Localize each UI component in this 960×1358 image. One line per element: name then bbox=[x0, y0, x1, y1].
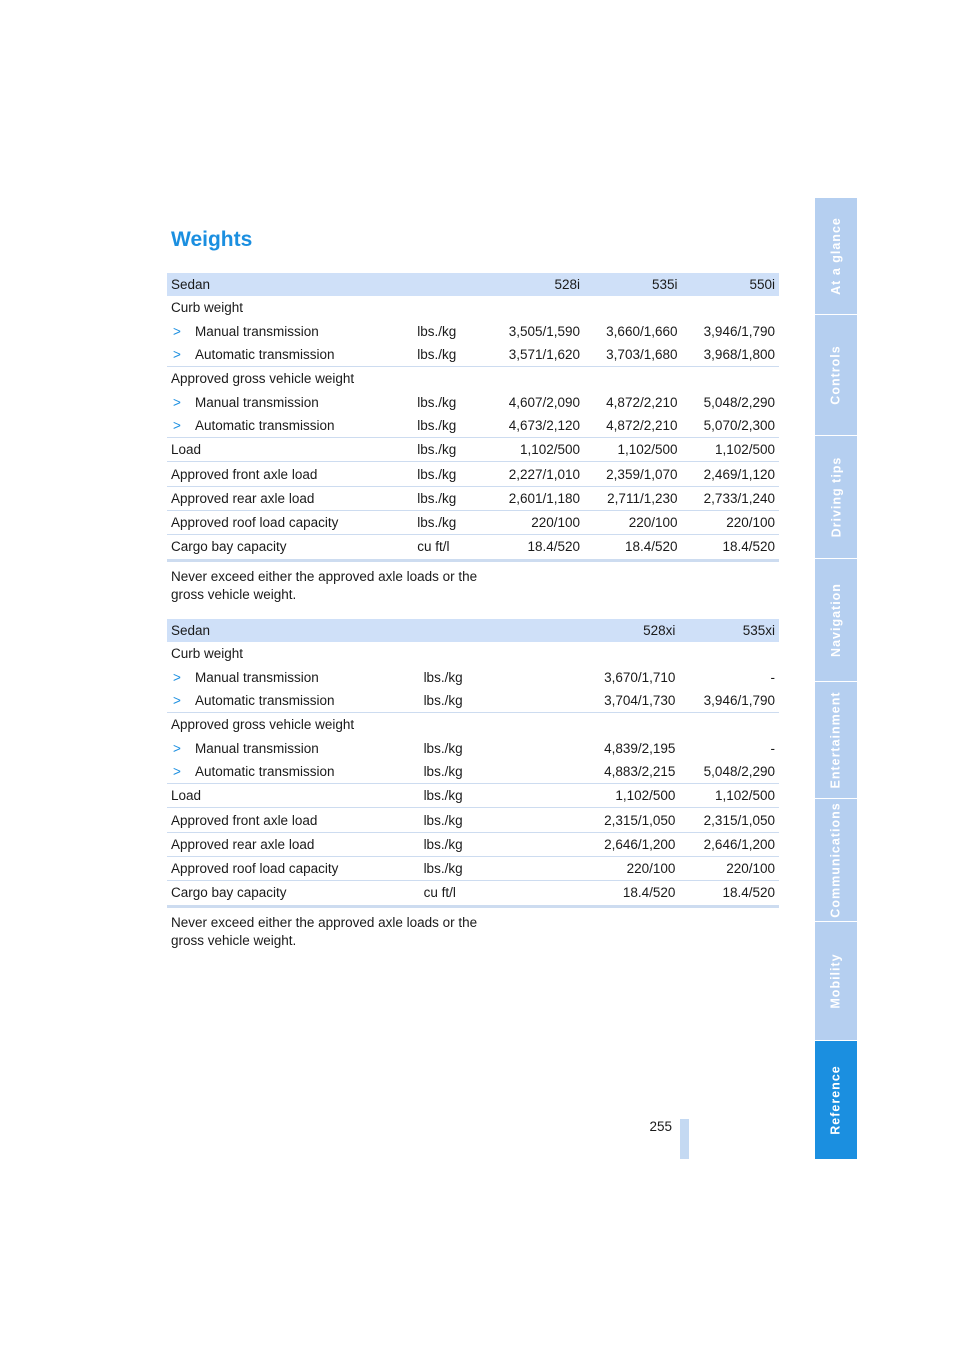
sidebar-tab-label: Controls bbox=[829, 345, 844, 405]
value-cell: 220/100 bbox=[584, 510, 681, 534]
value-cell: - bbox=[770, 669, 775, 685]
value-cell: 1,102/500 bbox=[679, 784, 779, 808]
unit-cell: lbs./kg bbox=[420, 760, 496, 784]
value-cell: 2,315/1,050 bbox=[679, 808, 779, 832]
sidebar-tab-label: Entertainment bbox=[829, 691, 844, 789]
value-cell: 4,607/2,090 bbox=[508, 394, 581, 410]
unit-cell bbox=[413, 296, 486, 319]
table-row bbox=[167, 808, 779, 832]
value-cell: 3,571/1,620 bbox=[487, 343, 584, 367]
table-row bbox=[167, 462, 779, 486]
value-cell: 2,469/1,120 bbox=[682, 462, 780, 486]
table-header-row bbox=[167, 619, 779, 642]
table-row bbox=[167, 760, 779, 784]
value-cell: 18.4/520 bbox=[487, 535, 584, 560]
sidebar-tab-reference[interactable] bbox=[815, 1041, 857, 1160]
value-cell: 220/100 bbox=[496, 856, 679, 880]
bullet-icon: > bbox=[173, 740, 181, 756]
value-cell: 1,102/500 bbox=[487, 438, 584, 462]
sidebar-tab-label: Communications bbox=[829, 802, 843, 918]
value-cell: 3,946/1,790 bbox=[679, 689, 779, 713]
table-row bbox=[167, 666, 779, 689]
sidebar-tab-label: Driving tips bbox=[829, 456, 844, 538]
page-number: 255 bbox=[649, 1119, 672, 1134]
header-cell: 535xi bbox=[679, 619, 779, 642]
value-cell: 18.4/520 bbox=[679, 881, 779, 906]
sidebar-tab-label: Reference bbox=[829, 1065, 844, 1135]
sidebar-tab-communications[interactable] bbox=[815, 799, 857, 922]
unit-cell: lbs./kg bbox=[413, 414, 486, 438]
row-label: Manual transmission bbox=[195, 323, 319, 339]
row-label: Manual transmission bbox=[195, 394, 319, 410]
table-row bbox=[167, 438, 779, 462]
unit-cell: cu ft/l bbox=[413, 535, 486, 560]
page-title: Weights bbox=[171, 228, 253, 251]
value-cell bbox=[682, 367, 780, 391]
row-label: Approved gross vehicle weight bbox=[171, 717, 355, 733]
row-label: Manual transmission bbox=[195, 740, 319, 756]
sidebar-tab-entertainment[interactable] bbox=[815, 682, 857, 799]
value-cell: 4,872/2,210 bbox=[584, 414, 681, 438]
sidebar-tab-driving-tips[interactable] bbox=[815, 436, 857, 559]
table-row bbox=[167, 856, 779, 880]
table-row bbox=[167, 736, 779, 759]
unit-cell bbox=[420, 713, 496, 737]
sidebar-tab-label: Navigation bbox=[829, 583, 843, 657]
value-cell bbox=[496, 713, 679, 737]
value-cell: 2,646/1,200 bbox=[679, 832, 779, 856]
table-row bbox=[167, 642, 779, 665]
table-row bbox=[167, 881, 779, 906]
header-cell: Sedan bbox=[167, 619, 420, 642]
table-row bbox=[167, 486, 779, 510]
value-cell: 5,048/2,290 bbox=[679, 760, 779, 784]
header-cell: Sedan bbox=[167, 273, 413, 296]
bullet-icon: > bbox=[173, 693, 181, 709]
value-cell: 18.4/520 bbox=[682, 535, 780, 560]
value-cell: 3,946/1,790 bbox=[703, 323, 775, 339]
row-label: Load bbox=[171, 788, 202, 804]
header-cell bbox=[413, 273, 486, 296]
unit-cell: lbs./kg bbox=[413, 510, 486, 534]
value-cell bbox=[679, 642, 779, 665]
value-cell: 220/100 bbox=[487, 510, 584, 534]
value-cell: 2,646/1,200 bbox=[496, 832, 679, 856]
value-cell: 1,102/500 bbox=[584, 438, 681, 462]
value-cell: 3,703/1,680 bbox=[584, 343, 681, 367]
bullet-icon: > bbox=[173, 417, 181, 433]
unit-cell bbox=[413, 367, 486, 391]
value-cell: 220/100 bbox=[679, 856, 779, 880]
row-label: Manual transmission bbox=[195, 669, 319, 685]
unit-cell: lbs./kg bbox=[423, 669, 463, 685]
table-row bbox=[167, 296, 779, 319]
value-cell: 5,048/2,290 bbox=[703, 394, 775, 410]
row-label: Curb weight bbox=[171, 300, 244, 316]
row-label: Automatic transmission bbox=[195, 347, 335, 363]
unit-cell: lbs./kg bbox=[413, 343, 486, 367]
value-cell: 2,315/1,050 bbox=[496, 808, 679, 832]
value-cell: 18.4/520 bbox=[496, 881, 679, 906]
bullet-icon: > bbox=[173, 347, 181, 363]
unit-cell: lbs./kg bbox=[420, 808, 496, 832]
unit-cell: lbs./kg bbox=[420, 689, 496, 713]
value-cell: 1,102/500 bbox=[682, 438, 780, 462]
sidebar-tab-mobility[interactable] bbox=[815, 922, 857, 1041]
unit-cell: lbs./kg bbox=[413, 486, 486, 510]
row-label: Automatic transmission bbox=[195, 693, 335, 709]
note-axle-loads-1: Never exceed either the approved axle loads or the gross vehicle weight. bbox=[171, 569, 478, 602]
value-cell: - bbox=[770, 740, 775, 756]
row-label: Approved roof load capacity bbox=[171, 861, 339, 877]
value-cell: 4,883/2,215 bbox=[496, 760, 679, 784]
header-cell: 535i bbox=[584, 273, 681, 296]
value-cell: 2,601/1,180 bbox=[487, 486, 584, 510]
value-cell bbox=[487, 367, 584, 391]
row-label: Automatic transmission bbox=[195, 763, 335, 779]
table-row bbox=[167, 832, 779, 856]
table-row bbox=[167, 689, 779, 713]
table-row bbox=[167, 713, 779, 737]
table-header-row bbox=[167, 273, 779, 296]
header-cell: 550i bbox=[682, 273, 780, 296]
bullet-icon: > bbox=[173, 763, 181, 779]
value-cell: 1,102/500 bbox=[496, 784, 679, 808]
value-cell: 4,839/2,195 bbox=[604, 740, 676, 756]
value-cell: 3,968/1,800 bbox=[682, 343, 780, 367]
unit-cell: lbs./kg bbox=[420, 832, 496, 856]
value-cell: 4,872/2,210 bbox=[606, 394, 678, 410]
unit-cell: lbs./kg bbox=[417, 323, 457, 339]
row-label: Cargo bay capacity bbox=[171, 539, 287, 555]
header-cell: 528xi bbox=[496, 619, 679, 642]
unit-cell: lbs./kg bbox=[423, 740, 463, 756]
value-cell: 5,070/2,300 bbox=[682, 414, 780, 438]
table-row bbox=[167, 320, 779, 343]
table-row bbox=[167, 510, 779, 534]
unit-cell: lbs./kg bbox=[420, 856, 496, 880]
table-row bbox=[167, 414, 779, 438]
value-cell: 3,704/1,730 bbox=[496, 689, 679, 713]
value-cell: 3,670/1,710 bbox=[604, 669, 676, 685]
unit-cell: cu ft/l bbox=[420, 881, 496, 906]
chapter-sidebar bbox=[815, 198, 857, 1160]
sidebar-tab-label: At a glance bbox=[829, 217, 843, 295]
value-cell bbox=[682, 296, 780, 319]
value-cell bbox=[487, 296, 584, 319]
value-cell: 3,660/1,660 bbox=[606, 323, 678, 339]
row-label: Approved gross vehicle weight bbox=[171, 371, 355, 387]
unit-cell: lbs./kg bbox=[413, 438, 486, 462]
row-label: Approved front axle load bbox=[171, 812, 318, 828]
bullet-icon: > bbox=[173, 669, 181, 685]
weights-table-sedan bbox=[167, 273, 779, 562]
unit-cell: lbs./kg bbox=[420, 784, 496, 808]
value-cell bbox=[584, 296, 681, 319]
value-cell bbox=[496, 642, 679, 665]
page-number-bar bbox=[680, 1119, 689, 1159]
sidebar-tab-label: Mobility bbox=[829, 953, 843, 1009]
value-cell bbox=[584, 367, 681, 391]
note-axle-loads-2: Never exceed either the approved axle loads or the gross vehicle weight. bbox=[171, 915, 478, 948]
row-label: Approved front axle load bbox=[171, 466, 318, 482]
bullet-icon: > bbox=[173, 323, 181, 339]
value-cell: 4,673/2,120 bbox=[487, 414, 584, 438]
unit-cell: lbs./kg bbox=[417, 394, 457, 410]
sidebar-tab-at-a-glance[interactable] bbox=[815, 198, 857, 315]
weights-table-sedan-xi bbox=[167, 619, 779, 908]
sidebar-tab-navigation[interactable] bbox=[815, 559, 857, 682]
unit-cell: lbs./kg bbox=[413, 462, 486, 486]
row-label: Approved rear axle load bbox=[171, 836, 315, 852]
header-cell: 528i bbox=[487, 273, 584, 296]
value-cell bbox=[679, 713, 779, 737]
sidebar-tab-controls[interactable] bbox=[815, 315, 857, 436]
unit-cell bbox=[420, 642, 496, 665]
row-label: Automatic transmission bbox=[195, 417, 335, 433]
value-cell: 2,359/1,070 bbox=[584, 462, 681, 486]
table-row bbox=[167, 535, 779, 560]
table-row bbox=[167, 390, 779, 413]
row-label: Cargo bay capacity bbox=[171, 885, 287, 901]
row-label: Approved rear axle load bbox=[171, 490, 315, 506]
table-row bbox=[167, 367, 779, 391]
value-cell: 220/100 bbox=[682, 510, 780, 534]
value-cell: 2,227/1,010 bbox=[487, 462, 584, 486]
value-cell: 2,733/1,240 bbox=[682, 486, 780, 510]
bullet-icon: > bbox=[173, 394, 181, 410]
row-label: Load bbox=[171, 442, 202, 458]
table-row bbox=[167, 784, 779, 808]
header-cell bbox=[420, 619, 496, 642]
row-label: Approved roof load capacity bbox=[171, 515, 339, 531]
value-cell: 3,505/1,590 bbox=[508, 323, 581, 339]
value-cell: 18.4/520 bbox=[584, 535, 681, 560]
row-label: Curb weight bbox=[171, 646, 244, 662]
value-cell: 2,711/1,230 bbox=[584, 486, 681, 510]
table-row bbox=[167, 343, 779, 367]
